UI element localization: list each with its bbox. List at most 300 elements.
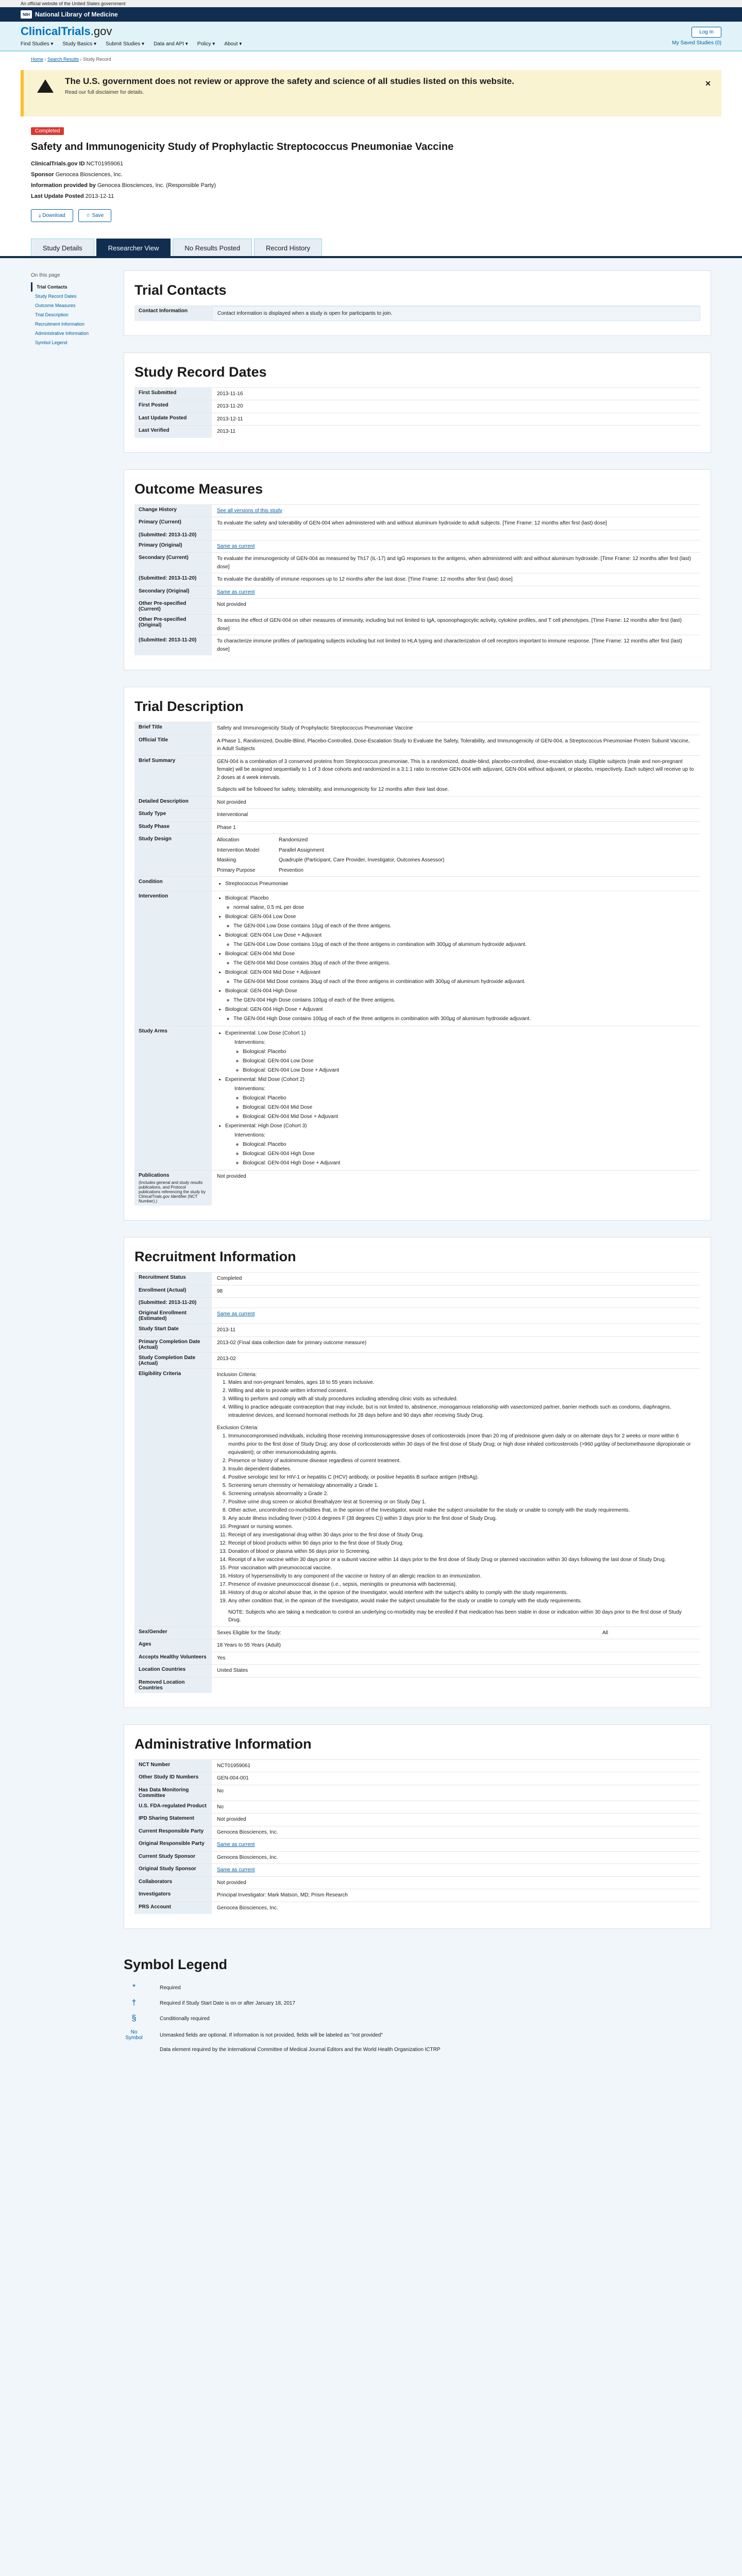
intervention-desc: ◦ The GEN-004 High Dose contains 100µg of each of the three antigens. bbox=[233, 996, 695, 1005]
info-label: Information provided by bbox=[31, 182, 96, 189]
inclusion-criterion: 1. Males and non-pregnant females, ages 18 to 55 years inclusive. bbox=[228, 1379, 695, 1387]
kv-row bbox=[134, 1863, 700, 1876]
kv-value bbox=[212, 834, 700, 876]
kv-value: Principal Investigator: Mark Matson, MD; Prism Research bbox=[217, 1892, 348, 1899]
kv-value: To characterize immune profiles of participating subjects including but not limited to HLA typing and characterization of cell receptors important to immune response. [Time Frame: 12 months after first (last) dose] bbox=[217, 638, 682, 652]
intervention-item bbox=[225, 987, 695, 1005]
intervention-item bbox=[225, 912, 695, 930]
kv-row bbox=[134, 1801, 700, 1814]
nlm-logo[interactable] bbox=[21, 10, 118, 19]
kv-value: To evaluate the immunogenicity of GEN-004 as measured by Th17 (IL-17) and IgG responses to the antigens, when administered with and without aluminum hydroxide. [Time Frame: 12 months after first (last) dose] bbox=[217, 556, 691, 570]
arm-interventions-label: Interventions: bbox=[234, 1132, 266, 1139]
kv-key: Last Verified bbox=[134, 426, 212, 438]
kv-key: Sex/Gender bbox=[134, 1627, 212, 1639]
kv-key: Investigators bbox=[134, 1889, 212, 1902]
inclusion-list bbox=[228, 1379, 695, 1420]
summary-para: Subjects will be followed for safety, tolerability, and immunogenicity for 12 months after their last dose. bbox=[217, 787, 449, 793]
id-label: ClinicalTrials.gov ID bbox=[31, 161, 85, 167]
kv-row bbox=[134, 1170, 700, 1206]
kv-value[interactable]: Same as current bbox=[217, 1842, 255, 1848]
exclusion-criterion: 15. Prior vaccination with pneumococcal vaccine. bbox=[228, 1564, 695, 1572]
kv-value: Sexes Eligible for the Study: bbox=[217, 1630, 282, 1636]
arm-intervention: ◦ Biological: Placebo bbox=[243, 1094, 695, 1103]
design-value: Prevention bbox=[279, 867, 303, 873]
design-key: Allocation bbox=[217, 837, 240, 843]
kv-value: Not provided bbox=[217, 1817, 246, 1823]
kv-key: Original Enrollment (Estimated) bbox=[134, 1308, 212, 1324]
design-grid bbox=[217, 836, 695, 874]
kv-key: Primary (Original) bbox=[134, 540, 212, 553]
warning-icon bbox=[37, 79, 54, 93]
kv-value: Not provided bbox=[217, 799, 246, 805]
record-dates-section bbox=[124, 352, 711, 453]
kv-key bbox=[134, 1171, 212, 1206]
kv-value bbox=[212, 756, 700, 796]
onpage-trial-contacts[interactable]: Trial Contacts bbox=[31, 282, 108, 292]
nih-logo-icon: NIH bbox=[21, 10, 32, 19]
intervention-desc-list bbox=[233, 977, 695, 986]
kv-row bbox=[134, 552, 700, 573]
kv-value: 2013-02 (Final data collection date for primary outcome measure) bbox=[217, 1340, 367, 1346]
kv-key: Contact Information bbox=[134, 306, 212, 321]
legend-text: Unmasked fields are optional. If information is not provided, fields will be labeled as "not provided" bbox=[160, 2032, 383, 2038]
arm-intervention-list bbox=[243, 1094, 695, 1121]
kv-key: Original Responsible Party bbox=[134, 1839, 212, 1851]
kv-value: Completed bbox=[217, 1276, 242, 1282]
action-row bbox=[31, 209, 711, 222]
kv-key: (Submitted: 2013-11-20) bbox=[134, 635, 212, 655]
legend-symbol: † bbox=[131, 1998, 137, 2008]
exclusion-criterion: 13. Donation of blood or plasma within 56 days prior to Screening. bbox=[228, 1548, 695, 1556]
legend-list bbox=[124, 1980, 701, 2056]
kv-value: Not provided bbox=[217, 602, 246, 608]
kv-row bbox=[134, 1368, 700, 1626]
exclusion-heading: Exclusion Criteria: bbox=[217, 1425, 259, 1431]
legend-row bbox=[124, 1995, 701, 2011]
exclusion-criterion: 14. Receipt of a live vaccine within 30 days prior or a subunit vaccine within 14 days prior to the first dose of Study Drug or planned vaccination within 30 days following the last dose of Study Drug. bbox=[228, 1556, 695, 1564]
legend-text: Required bbox=[160, 1985, 181, 1991]
kv-key: Change History bbox=[134, 505, 212, 517]
outcome-measures-section bbox=[124, 469, 711, 671]
exclusion-list bbox=[228, 1432, 695, 1605]
intervention-item bbox=[225, 968, 695, 986]
kv-key: Intervention bbox=[134, 891, 212, 1026]
onpage-outcome-measures[interactable]: Outcome Measures bbox=[35, 302, 76, 308]
kv-value: Contact information is displayed when a study is open for participants to join. bbox=[212, 306, 700, 321]
login-button[interactable]: Log In bbox=[692, 27, 721, 38]
breadcrumb: Home › Search Results › Study Record bbox=[31, 57, 111, 62]
kv-value: 2013-11-16 bbox=[217, 391, 243, 397]
legend-symbol: * bbox=[132, 1983, 136, 1992]
legend-symbol: No Symbol bbox=[125, 2029, 143, 2041]
kv-row bbox=[134, 1336, 700, 1352]
kv-key: Accepts Healthy Volunteers bbox=[134, 1652, 212, 1665]
sponsor-value: Genocea Biosciences, Inc. bbox=[55, 171, 123, 178]
kv-key: Original Study Sponsor bbox=[134, 1864, 212, 1876]
kv-row bbox=[134, 635, 700, 655]
intervention-name: • Biological: Placebo bbox=[225, 894, 695, 903]
recruitment-table-2 bbox=[134, 1626, 700, 1693]
kv-row bbox=[134, 573, 700, 586]
kv-value: 2013-11-20 bbox=[217, 403, 243, 410]
kv-row bbox=[134, 540, 700, 553]
nav-data-api[interactable]: Data and API ▾ bbox=[154, 41, 188, 47]
onpage-trial-description[interactable]: Trial Description bbox=[35, 312, 69, 317]
admin-table bbox=[134, 1759, 700, 1914]
kv-row bbox=[134, 1785, 700, 1801]
design-value: Quadruple (Participant, Care Provider, Investigator, Outcomes Assessor) bbox=[279, 857, 445, 863]
kv-value[interactable]: Same as current bbox=[217, 543, 255, 549]
kv-row bbox=[134, 891, 700, 1026]
kv-row bbox=[134, 387, 700, 400]
nav-policy[interactable]: Policy ▾ bbox=[197, 41, 215, 47]
kv-value bbox=[212, 1369, 700, 1626]
inclusion-criterion: 3. Willing to perform and comply with all study procedures including attending clinic visits as scheduled. bbox=[228, 1395, 695, 1403]
download-button[interactable]: ⤓ Download bbox=[31, 209, 73, 222]
kv-row bbox=[134, 1297, 700, 1308]
kv-key: Study Arms bbox=[134, 1026, 212, 1170]
alert-text[interactable]: Read our full disclaimer for details. bbox=[65, 90, 144, 96]
on-this-page-nav bbox=[31, 270, 108, 2576]
kv-key: Has Data Monitoring Committee bbox=[134, 1785, 212, 1801]
intervention-name: • Biological: GEN-004 Mid Dose bbox=[225, 950, 695, 958]
arm-intervention: ◦ Biological: GEN-004 High Dose + Adjuvant bbox=[243, 1159, 695, 1167]
main-nav bbox=[21, 41, 721, 47]
kv-value: No bbox=[217, 1804, 224, 1810]
intervention-desc-list bbox=[233, 959, 695, 968]
kv-key: Study Type bbox=[134, 809, 212, 821]
disclaimer-alert bbox=[21, 70, 721, 116]
kv-key: Study Design bbox=[134, 834, 212, 876]
gov-banner-text: An official website of the United States government bbox=[21, 1, 126, 6]
kv-key: Last Update Posted bbox=[134, 413, 212, 426]
intervention-item bbox=[225, 950, 695, 968]
kv-value: Not provided bbox=[217, 1174, 246, 1180]
kv-row bbox=[134, 413, 700, 426]
kv-key: (Submitted: 2013-11-20) bbox=[134, 530, 212, 540]
kv-row bbox=[134, 1851, 700, 1864]
onpage-recruitment[interactable]: Recruitment Information bbox=[35, 321, 85, 327]
kv-key: U.S. FDA-regulated Product bbox=[134, 1801, 212, 1814]
kv-key: Location Countries bbox=[134, 1665, 212, 1677]
kv-value: Not provided bbox=[217, 1879, 246, 1886]
kv-value: Genocea Biosciences, Inc. bbox=[217, 1905, 278, 1911]
kv-row bbox=[134, 834, 700, 876]
admin-section bbox=[124, 1724, 711, 1929]
nlm-bar bbox=[0, 7, 742, 22]
kv-key: Official Title bbox=[134, 735, 212, 755]
kv-value: 2013-11 bbox=[217, 429, 235, 435]
inclusion-criterion: 4. Willing to practice adequate contraception that may include, but is not limited to, abstinence, monogamous relationship with vasectomized partner, barrier methods such as condoms, diaphragms, intrauterine devices, and licensed hormonal methods for 28 days before and 90 days after receiving Study Drug. bbox=[228, 1403, 695, 1420]
exclusion-criterion: 8. Other active, uncontrolled co-morbidities that, in the opinion of the Investigator, would make the subject unsuitable for the study or unable to comply with the study requirements. bbox=[228, 1506, 695, 1515]
intervention-item bbox=[225, 931, 695, 949]
site-logo-text: ClinicalTrials bbox=[21, 25, 91, 38]
exclusion-criterion: 16. History of hypersensitivity to any component of the vaccine or history of an allergic reaction to an immunization. bbox=[228, 1572, 695, 1581]
legend-row bbox=[124, 1980, 701, 1995]
legend-text: Data element required by the International Committee of Medical Journal Editors and the World Health Organization ICTRP bbox=[160, 2047, 441, 2053]
legend-row bbox=[124, 2044, 701, 2056]
onpage-admin[interactable]: Administrative Information bbox=[35, 330, 89, 336]
nav-find-studies[interactable]: Find Studies ▾ bbox=[21, 41, 54, 47]
arm-interventions bbox=[234, 1084, 695, 1121]
kv-key: Eligibility Criteria bbox=[134, 1369, 212, 1626]
alert-title: The U.S. government does not review or approve the safety and science of all studies listed on this website. bbox=[65, 76, 514, 86]
kv-value: To evaluate the durability of immune responses up to 12 months after the last dose. [Time Frame: 12 months after first (last) dose] bbox=[217, 577, 513, 583]
breadcrumb-search[interactable]: Search Results bbox=[47, 57, 79, 62]
kv-row bbox=[134, 722, 700, 735]
kv-row bbox=[134, 504, 700, 517]
record-tabs bbox=[0, 239, 742, 258]
kv-row bbox=[134, 306, 700, 321]
breadcrumb-current: Study Record bbox=[83, 57, 111, 62]
section-title: Study Record Dates bbox=[134, 364, 267, 380]
kv-value bbox=[212, 891, 700, 1026]
recruitment-section bbox=[124, 1237, 711, 1708]
kv-key: Brief Summary bbox=[134, 756, 212, 796]
kv-row bbox=[134, 400, 700, 413]
kv-key: Condition bbox=[134, 877, 212, 891]
kv-row bbox=[134, 530, 700, 540]
kv-row bbox=[134, 1308, 700, 1324]
legend-text: Required if Study Start Date is on or after January 18, 2017 bbox=[160, 2000, 295, 2006]
close-icon[interactable]: ✕ bbox=[705, 79, 711, 88]
kv-row bbox=[134, 1285, 700, 1298]
kv-row bbox=[134, 735, 700, 755]
tab-researcher-view[interactable]: Researcher View bbox=[96, 239, 171, 256]
kv-key: Secondary (Current) bbox=[134, 553, 212, 573]
kv-value[interactable]: Same as current bbox=[217, 1311, 255, 1317]
arm-intervention-list bbox=[243, 1047, 695, 1075]
arm-intervention: ◦ Biological: GEN-004 Mid Dose + Adjuvant bbox=[243, 1112, 695, 1121]
trial-description-section bbox=[124, 687, 711, 1221]
recruitment-table bbox=[134, 1272, 700, 1368]
nav-study-basics[interactable]: Study Basics ▾ bbox=[62, 41, 96, 47]
info-value: Genocea Biosciences, Inc. (Responsible Party) bbox=[97, 182, 216, 189]
kv-row bbox=[134, 1626, 700, 1639]
arm-intervention-list bbox=[243, 1140, 695, 1167]
kv-row bbox=[134, 1677, 700, 1693]
save-button[interactable]: ☆ Save bbox=[78, 209, 112, 222]
onpage-record-dates[interactable]: Study Record Dates bbox=[35, 293, 77, 299]
exclusion-criterion: 4. Positive serologic test for HIV-1 or hepatitis C (HCV) antibody, or positive hepatitis B surface antigen (HBsAg). bbox=[228, 1473, 695, 1482]
exclusion-criterion: 1. Immunocompromised individuals, including those receiving immunosuppressive doses of corticosteroids (more than 20 mg of prednisone given daily or on alternate days for 2 weeks or more within 6 months prior to the first dose of Study Drug; any dose of corticosteroids within 30 days of the first dose of Study Drug; or high dose inhaled corticosteroids (>960 µg/day of beclomethasone dipropionate or equivalent); or other immunomodulating agents. bbox=[228, 1432, 695, 1457]
inclusion-heading: Inclusion Criteria: bbox=[217, 1371, 257, 1378]
kv-key: First Posted bbox=[134, 400, 212, 413]
kv-value bbox=[212, 1677, 700, 1693]
kv-key: (Submitted: 2013-11-20) bbox=[134, 1298, 212, 1308]
arm-item bbox=[225, 1122, 695, 1167]
kv-value bbox=[212, 1298, 700, 1308]
exclusion-criterion: 18. History of drug or alcohol abuse that, in the opinion of the Investigator, would interfere with the subject's ability to comply with the study requirements. bbox=[228, 1589, 695, 1597]
gov-banner bbox=[0, 0, 742, 7]
kv-key: Primary Completion Date (Actual) bbox=[134, 1337, 212, 1352]
kv-key: Other Study ID Numbers bbox=[134, 1772, 212, 1785]
nav-about[interactable]: About ▾ bbox=[224, 41, 242, 47]
kv-row bbox=[134, 1838, 700, 1851]
kv-key: Removed Location Countries bbox=[134, 1677, 212, 1693]
exclusion-criterion: 2. Presence or history of autoimmune disease regardless of current treatment. bbox=[228, 1457, 695, 1465]
section-title: Recruitment Information bbox=[134, 1249, 296, 1265]
arm-name: • Experimental: High Dose (Cohort 3) bbox=[225, 1122, 695, 1130]
kv-key: Ages bbox=[134, 1639, 212, 1652]
kv-value: 2013-02 bbox=[217, 1355, 236, 1362]
nav-submit-studies[interactable]: Submit Studies ▾ bbox=[106, 41, 145, 47]
kv-key: Current Study Sponsor bbox=[134, 1852, 212, 1864]
intervention-name: • Biological: GEN-004 Low Dose + Adjuvant bbox=[225, 931, 695, 940]
legend-symbol: § bbox=[131, 2014, 137, 2023]
kv-value[interactable]: See all versions of this study bbox=[217, 507, 282, 514]
save-label: Save bbox=[92, 212, 104, 218]
design-key: Primary Purpose bbox=[217, 867, 256, 873]
arm-intervention: ◦ Biological: GEN-004 High Dose bbox=[243, 1149, 695, 1158]
kv-row bbox=[134, 876, 700, 891]
nct-id: NCT01959061 bbox=[86, 161, 124, 167]
intervention-desc: ◦ The GEN-004 Low Dose contains 10µg of each of the three antigens in combination with 300µg of aluminum hydroxide adjuvant. bbox=[233, 940, 695, 949]
legend-section bbox=[124, 1945, 711, 2070]
kv-value: Interventional bbox=[217, 812, 248, 818]
tab-no-results[interactable]: No Results Posted bbox=[173, 239, 252, 256]
kv-row bbox=[134, 1026, 700, 1170]
arm-intervention: ◦ Biological: Placebo bbox=[243, 1140, 695, 1149]
arm-item bbox=[225, 1075, 695, 1121]
kv-value: To evaluate the safety and tolerability of GEN-004 when administered with and without aluminum hydroxide to adult subjects. [Time Frame: 12 months after first (last) dose] bbox=[217, 520, 607, 527]
exclusion-criterion: 10. Pregnant or nursing women. bbox=[228, 1523, 695, 1531]
kv-value: Phase 1 bbox=[217, 824, 236, 831]
site-logo-suffix: .gov bbox=[90, 25, 112, 38]
kv-key: Secondary (Original) bbox=[134, 586, 212, 599]
intervention-desc: ◦ The GEN-004 Low Dose contains 10µg of each of the three antigens. bbox=[233, 922, 695, 930]
kv-value: 98 bbox=[217, 1288, 223, 1294]
kv-value bbox=[212, 530, 700, 540]
kv-key: NCT Number bbox=[134, 1760, 212, 1772]
exclusion-criterion: 9. Any acute illness including fever (>100.4 degrees F (38 degrees C)) within 3 days prior to the first dose of Study Drug. bbox=[228, 1515, 695, 1523]
kv-value[interactable]: Same as current bbox=[217, 589, 255, 595]
study-header bbox=[0, 120, 742, 222]
kv-key: Study Phase bbox=[134, 822, 212, 834]
legend-row bbox=[124, 2026, 701, 2044]
design-key: Masking bbox=[217, 857, 237, 863]
arm-interventions-label: Interventions: bbox=[234, 1086, 266, 1092]
kv-row bbox=[134, 1772, 700, 1785]
page-title: Safety and Immunogenicity Study of Prophylactic Streptococcus Pneumoniae Vaccine bbox=[31, 141, 454, 152]
exclusion-criterion: 19. Any other condition that, in the opinion of the Investigator, would make the subject unsuitable for the study or unable to comply with the study requirements. bbox=[228, 1597, 695, 1605]
kv-extra: All bbox=[602, 1630, 609, 1636]
intervention-name: • Biological: GEN-004 Mid Dose + Adjuvant bbox=[225, 968, 695, 977]
kv-value: No bbox=[217, 1788, 224, 1794]
arm-intervention: ◦ Biological: GEN-004 Low Dose bbox=[243, 1057, 695, 1065]
page-body bbox=[0, 258, 742, 2576]
kv-value[interactable]: Same as current bbox=[217, 1867, 255, 1873]
kv-row bbox=[134, 1826, 700, 1839]
sponsor-label: Sponsor bbox=[31, 171, 54, 178]
kv-value: 2013-12-11 bbox=[217, 416, 243, 422]
kv-value: Genocea Biosciences, Inc. bbox=[217, 1854, 278, 1860]
kv-key: Recruitment Status bbox=[134, 1273, 212, 1285]
kv-row bbox=[134, 821, 700, 834]
intervention-item bbox=[225, 1005, 695, 1023]
arm-interventions bbox=[234, 1038, 695, 1075]
kv-row bbox=[134, 1652, 700, 1665]
nlm-name: National Library of Medicine bbox=[35, 11, 118, 18]
kv-value: GEN-004-001 bbox=[217, 1775, 249, 1782]
site-logo[interactable] bbox=[21, 25, 112, 38]
kv-row bbox=[134, 1272, 700, 1285]
section-title: Outcome Measures bbox=[134, 481, 263, 497]
legend-row bbox=[124, 2011, 701, 2026]
design-value: Parallel Assignment bbox=[279, 847, 324, 853]
exclusion-criterion: 3. Insulin dependent diabetes. bbox=[228, 1465, 695, 1473]
kv-row bbox=[134, 808, 700, 821]
kv-row bbox=[134, 796, 700, 809]
summary-para: GEN-004 is a combination of 3 conserved proteins from Streptococcus pneumoniae. This is a randomized, double-blind, placebo-controlled, dose-escalation study. Eligible subjects (male and non-pregnant female) will be assigned sequentially to 1 of 3 dose cohorts and randomized in a 3:1:1 ratio to receive GEN-004 with adjuvant, GEN-004 without adjuvant, or placebo, respectively. Each subject will receive up to 2 doses at 4 week intervals. bbox=[217, 758, 694, 781]
kv-key: Brief Title bbox=[134, 722, 212, 735]
arm-intervention: ◦ Biological: GEN-004 Low Dose + Adjuvant bbox=[243, 1066, 695, 1075]
outcomes-table bbox=[134, 504, 700, 656]
kv-key: (Submitted: 2013-11-20) bbox=[134, 573, 212, 586]
kv-key: Primary (Current) bbox=[134, 517, 212, 530]
exclusion-criterion: 5. Screening serum chemistry or hematology abnormality ≥ Grade 1. bbox=[228, 1482, 695, 1490]
section-title: Trial Contacts bbox=[134, 282, 227, 298]
kv-key: Study Completion Date (Actual) bbox=[134, 1353, 212, 1368]
kv-value: Genocea Biosciences, Inc. bbox=[217, 1829, 278, 1835]
condition-item: • Streptococcus Pneumoniae bbox=[225, 879, 695, 888]
breadcrumb-home[interactable]: Home bbox=[31, 57, 44, 62]
intervention-desc: ◦ normal saline, 0.5 mL per dose bbox=[233, 903, 695, 912]
onpage-legend[interactable]: Symbol Legend bbox=[35, 340, 68, 345]
intervention-name: • Biological: GEN-004 Low Dose bbox=[225, 912, 695, 921]
tab-record-history[interactable]: Record History bbox=[254, 239, 322, 256]
last-update-label: Last Update Posted bbox=[31, 193, 84, 199]
kv-value bbox=[212, 1026, 700, 1170]
dates-table bbox=[134, 387, 700, 438]
arm-name: • Experimental: Mid Dose (Cohort 2) bbox=[225, 1075, 695, 1084]
kv-key: First Submitted bbox=[134, 388, 212, 400]
kv-key: Current Responsible Party bbox=[134, 1826, 212, 1839]
tab-study-details[interactable]: Study Details bbox=[31, 239, 94, 256]
kv-row bbox=[134, 425, 700, 438]
saved-studies-link[interactable]: My Saved Studies (0) bbox=[672, 40, 721, 46]
arm-intervention: ◦ Biological: Placebo bbox=[243, 1047, 695, 1056]
kv-value: NCT01959061 bbox=[217, 1762, 251, 1769]
kv-value bbox=[212, 877, 700, 891]
last-update-value: 2013-12-11 bbox=[85, 193, 114, 199]
kv-key: PRS Account bbox=[134, 1902, 212, 1914]
arm-interventions-label: Interventions: bbox=[234, 1040, 266, 1046]
kv-key: Other Pre-specified (Current) bbox=[134, 599, 212, 614]
section-title: Administrative Information bbox=[134, 1736, 312, 1752]
status-badge: Completed bbox=[31, 127, 64, 135]
kv-row bbox=[134, 1759, 700, 1772]
kv-key: Study Start Date bbox=[134, 1324, 212, 1336]
kv-value: To assess the effect of GEN-004 on other measures of immunity, including but not limited to IgA, opsonophagocytic activity, cytokine profiles, and T cell phenotypes. [Time Frame: 12 months after first (last) dose] bbox=[217, 618, 682, 632]
kv-row bbox=[134, 1664, 700, 1677]
intervention-desc-list bbox=[233, 922, 695, 930]
legend-text: Conditionally required bbox=[160, 2015, 210, 2022]
kv-row bbox=[134, 614, 700, 635]
kv-row bbox=[134, 1889, 700, 1902]
arm-name: • Experimental: Low Dose (Cohort 1) bbox=[225, 1029, 695, 1038]
design-value: Randomized bbox=[279, 837, 308, 843]
kv-row bbox=[134, 1813, 700, 1826]
study-meta bbox=[31, 159, 711, 202]
design-key: Intervention Model bbox=[217, 847, 260, 853]
intervention-name: • Biological: GEN-004 High Dose + Adjuvant bbox=[225, 1005, 695, 1014]
arm-item bbox=[225, 1029, 695, 1075]
site-header bbox=[0, 22, 742, 52]
kv-row bbox=[134, 755, 700, 796]
intervention-desc-list bbox=[233, 996, 695, 1005]
kv-key: IPD Sharing Statement bbox=[134, 1814, 212, 1826]
